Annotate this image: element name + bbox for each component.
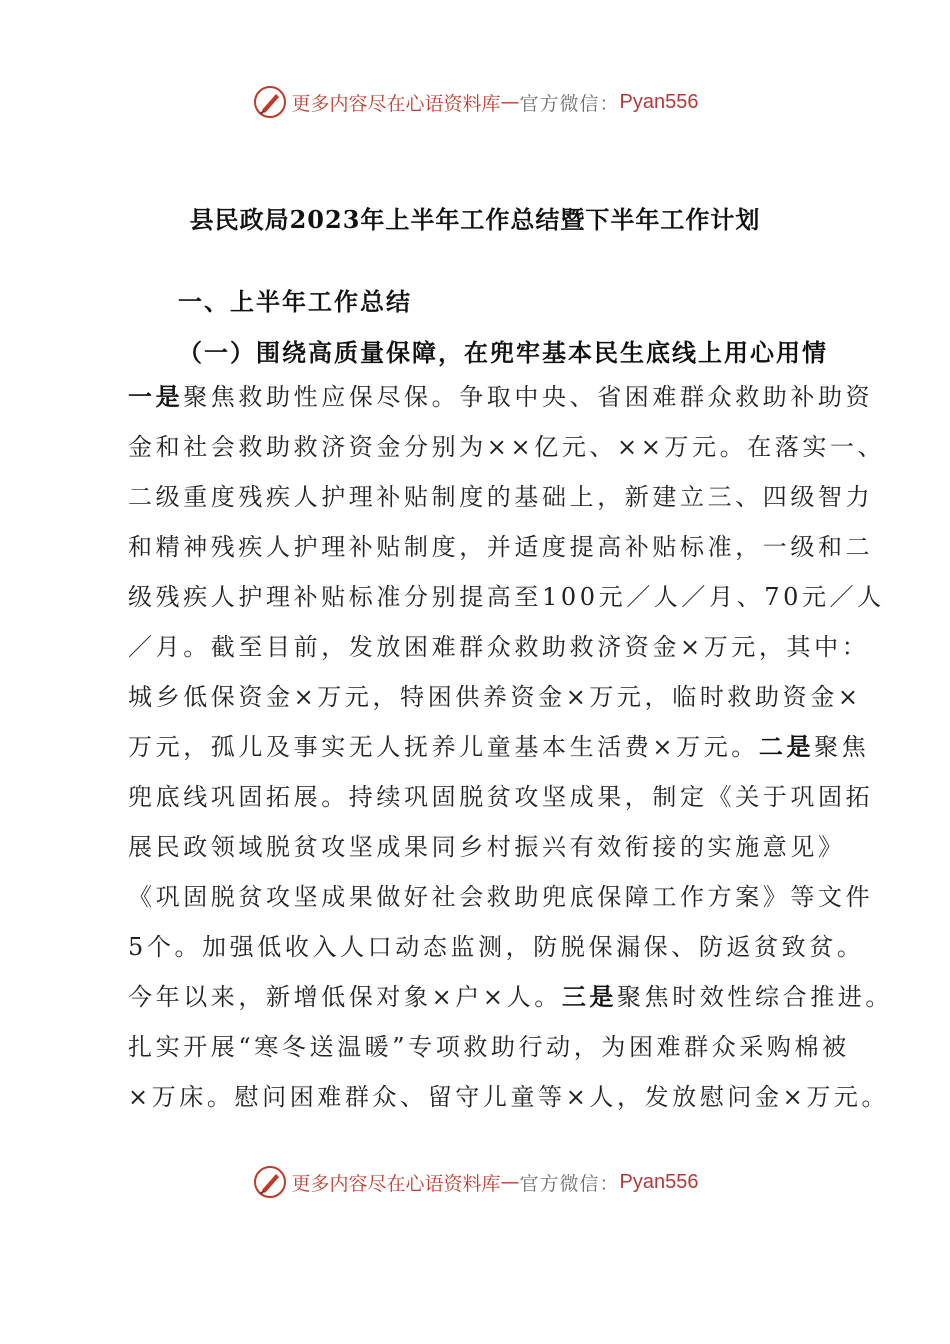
body-line [128,422,886,472]
banner-wechat-label: 官方微信： [519,92,620,115]
body-line [128,972,894,1022]
section-heading: 一、上半年工作总结 [178,287,412,316]
body-line [128,472,874,522]
body-text: 聚焦 [814,733,870,761]
body-line [128,822,850,872]
document-title: 县民政局2023年上半年工作总结暨下半年工作计划 [189,205,761,234]
body-text: 万元，孤儿及事实无人抚养儿童基本生活费×万元。 [128,733,759,761]
header-banner [0,82,950,122]
body-text: 今年以来，新增低保对象×户×人。 [128,983,562,1011]
bold-lead-text: 二是 [758,732,815,761]
banner-site-text: 更多内容尽在心语资料库 [291,1172,501,1195]
body-text: 扎实开展“寒冬送温暖”专项救助行动，为困难群众采购棉被 [128,1033,850,1061]
body-text: 级残疾人护理补贴标准分别提高至100元／人／月、70元／人 [128,583,885,611]
body-line [128,1072,890,1122]
body-text: ／月。截至目前，发放困难群众救助救济资金×万元，其中： [128,633,870,661]
pen-logo-icon [252,84,288,120]
pen-logo-icon [252,1164,288,1200]
banner-separator: — [500,1171,520,1193]
banner-wechat-id: Pyan556 [619,1170,699,1193]
banner-wechat-id: Pyan556 [619,90,699,113]
body-paragraph [128,372,894,1122]
subsection-heading: （一）围绕高质量保障，在兜牢基本民生底线上用心用情 [178,338,828,367]
body-text: 聚焦救助性应保尽保。争取中央、省困难群众救助补助资 [183,383,874,411]
body-text: 5个。加强低收入人口动态监测，防脱保漏保、防返贫致贫。 [128,933,865,961]
body-line [128,922,865,972]
banner-wechat-label: 官方微信： [519,1172,620,1195]
bold-lead-text: 三是 [561,982,618,1011]
bold-lead-text: 一是 [128,382,184,411]
body-text: 展民政领域脱贫攻坚成果同乡村振兴有效衔接的实施意见》 [128,833,846,861]
body-line [128,372,874,422]
body-text: ×万床。慰问困难群众、留守儿童等×人，发放慰问金×万元。 [128,1083,890,1111]
body-text: 《巩固脱贫攻坚成果做好社会救助兜底保障工作方案》等文件 [128,883,874,911]
body-text: 兜底线巩固拓展。持续巩固脱贫攻坚成果，制定《关于巩固拓 [128,783,874,811]
body-line [128,772,874,822]
body-text: 聚焦时效性综合推进。 [617,983,894,1011]
body-line [128,572,885,622]
body-text: 城乡低保资金×万元，特困供养资金×万元，临时救助资金× [128,683,862,711]
body-line [128,872,874,922]
footer-banner [0,1162,950,1202]
body-text: 二级重度残疾人护理补贴制度的基础上，新建立三、四级智力 [128,483,874,511]
body-line [128,622,870,672]
body-text: 金和社会救助救济资金分别为××亿元、××万元。在落实一、 [128,433,886,461]
body-line [128,522,874,572]
body-text: 和精神残疾人护理补贴制度，并适度提高补贴标准，一级和二 [128,533,874,561]
body-line [128,722,870,772]
body-line [128,1022,850,1072]
body-line [128,672,862,722]
banner-separator: — [500,91,520,113]
banner-site-text: 更多内容尽在心语资料库 [291,92,501,115]
